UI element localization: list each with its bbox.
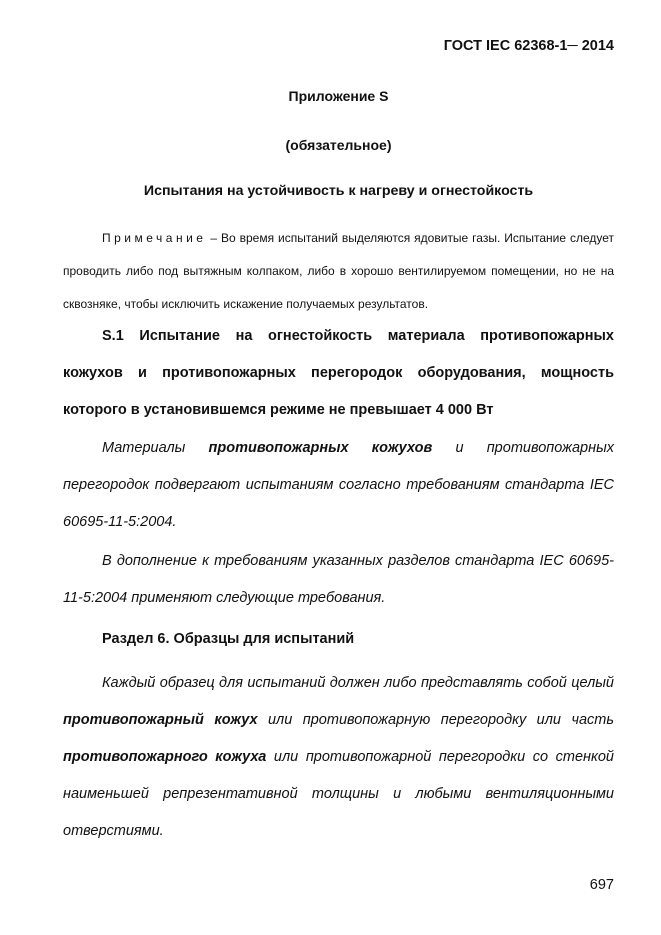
section-s1-heading-text: S.1 Испытание на огнестойкость материала противопожарных кожухов и противопожарных перегородок оборудования, мощность которого в установившемся режиме не превышает 4 000 Вт [63, 328, 614, 418]
note-paragraph [63, 222, 614, 321]
annex-title: Приложение S [288, 88, 389, 104]
paragraph-additional [63, 543, 614, 617]
annex-heading: Испытания на устойчивость к нагреву и огнестойкость [143, 183, 534, 199]
paragraph-specimens-text-2: или противопожарную перегородку или часть [257, 712, 614, 728]
note-text: – Во время испытаний выделяются ядовитые газы. Испытание следует проводить либо под вытяжным колпаком, либо в хорошо вентилируемом помещении, но не на сквозняке, чтобы исключить искажение получаемых результатов. [63, 231, 614, 311]
page-number: 697 [589, 877, 614, 893]
section-6-heading [63, 621, 614, 658]
paragraph-additional-text: В дополнение к требованиям указанных разделов стандарта IEC 60695-11-5:2004 применяют следующие требования. [63, 553, 614, 606]
note-label: Примечание [102, 231, 207, 245]
term-fire-enclosures: противопожарных кожухов [208, 440, 433, 456]
term-fire-enclosure: противопожарный кожух [63, 712, 258, 728]
term-fire-enclosure-genitive: противопожарного кожуха [63, 749, 267, 765]
paragraph-materials-text-2: и противопожарных перегородок подвергают испытаниям согласно требованиям стандарта IEC 60695-11-5:2004. [63, 440, 614, 530]
paragraph-specimens-text-1: Каждый образец для испытаний должен либо представлять собой целый [102, 675, 614, 691]
paragraph-specimens-text-3: или противопожарной перегородки со стенкой наименьшей репрезентативной толщины и любыми вентиляционными отверстиями. [63, 749, 614, 839]
paragraph-materials-text-1: Материалы [102, 440, 209, 456]
paragraph-materials [63, 430, 614, 541]
section-s1-heading [63, 318, 614, 429]
standard-designation: ГОСТ IEC 62368-1─ 2014 [443, 38, 614, 54]
paragraph-specimens [63, 665, 614, 850]
annex-status: (обязательное) [285, 137, 392, 153]
section-6-heading-text: Раздел 6. Образцы для испытаний [102, 631, 355, 647]
